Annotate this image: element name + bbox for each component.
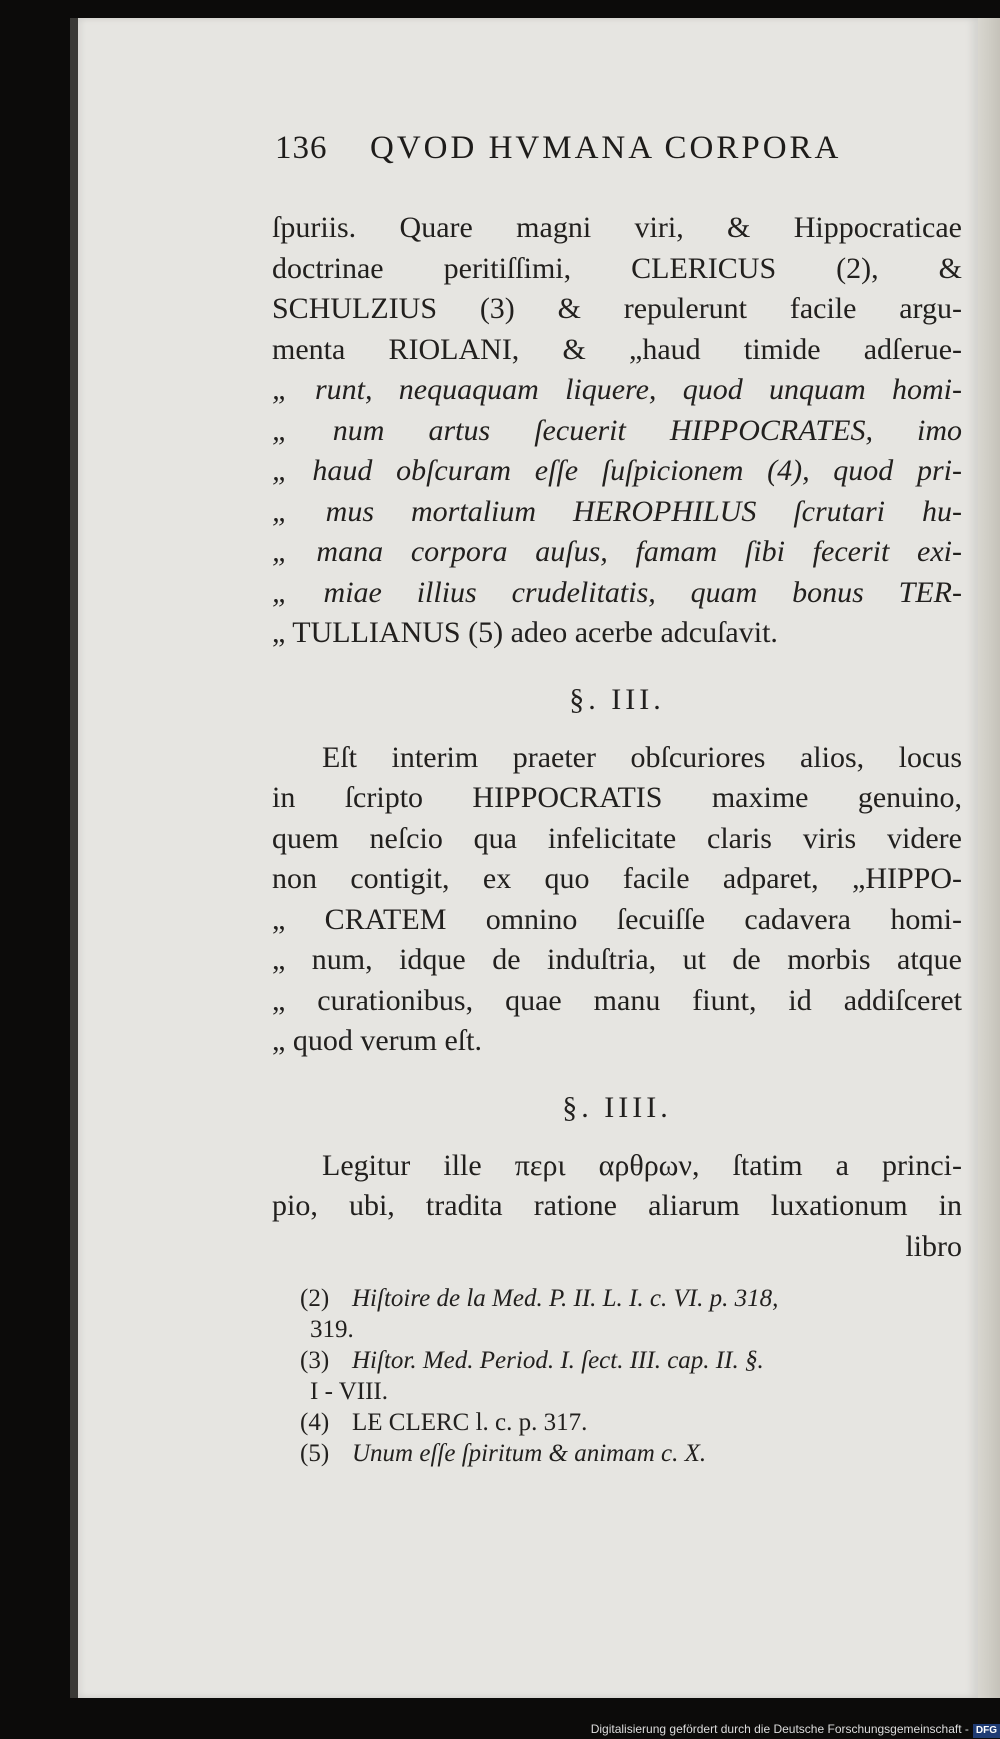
footnote-number: (5): [300, 1440, 330, 1467]
page-edges: [978, 18, 1000, 1698]
text-line: „ haud obſcuram eſſe ſuſpicionem (4), quod pri-: [272, 454, 962, 487]
dfg-logo: DFG: [973, 1724, 1000, 1738]
text-line: Legitur ille περι αρθρων, ſtatim a princi-: [322, 1148, 962, 1182]
running-title: QVOD HVMANA CORPORA: [370, 130, 842, 166]
text-line: ſpuriis. Quare magni viri, & Hippocraticae: [272, 211, 962, 244]
footnotes: [300, 1283, 960, 1469]
text-line: „ mus mortalium HEROPHILUS ſcrutari hu-: [272, 494, 962, 528]
text-line: in ſcripto HIPPOCRATIS maxime genuino,: [272, 781, 962, 814]
running-header: [275, 130, 875, 170]
footnote-number: (4): [300, 1409, 330, 1436]
paragraph-3: [272, 1146, 962, 1268]
footnote-continuation: 319.: [310, 1316, 354, 1343]
page-number: 136: [275, 130, 328, 166]
text-line: „ TULLIANUS (5) adeo acerbe adcuſavit.: [272, 616, 778, 649]
text-line: „ quod verum eſt.: [272, 1024, 482, 1057]
text-line: pio, ubi, tradita ratione aliarum luxationum in: [272, 1189, 962, 1222]
footnote: [300, 1438, 960, 1469]
footnote-text: Hiſtor. Med. Period. I. ſect. III. cap. II. §.: [352, 1347, 764, 1374]
text-line: doctrinae peritiſſimi, CLERICUS (2), &: [272, 251, 962, 285]
digitization-credit: [560, 1719, 1000, 1739]
catchword: libro: [905, 1229, 962, 1263]
footnote-text: Unum eſſe ſpiritum & animam c. X.: [352, 1440, 707, 1467]
footnote-continuation: I - VIII.: [310, 1378, 388, 1405]
text-line: SCHULZIUS (3) & repulerunt facile argu-: [272, 292, 962, 325]
text-line: „ runt, nequaquam liquere, quod unquam homi-: [272, 373, 962, 406]
footnote-number: (3): [300, 1347, 330, 1374]
footnote-text: LE CLERC l. c. p. 317.: [352, 1409, 588, 1436]
text-line: „ num artus ſecuerit HIPPOCRATES, imo: [272, 413, 962, 447]
text-line: non contigit, ex quo facile adparet, „HIPPO-: [272, 862, 962, 895]
text-line: „ CRATEM omnino ſecuiſſe cadavera homi-: [272, 902, 962, 936]
text-line: „ num, idque de induſtria, ut de morbis atque: [272, 943, 962, 976]
section-heading-3: §. III.: [569, 682, 665, 716]
paragraph-2: [272, 738, 962, 1062]
footnote: [300, 1407, 960, 1438]
footnote-number: (2): [300, 1285, 330, 1312]
section-heading-4: §. IIII.: [562, 1090, 672, 1124]
credit-text: Digitalisierung gefördert durch die Deutsche Forschungsgemeinschaft -: [590, 1722, 969, 1736]
text-line: Eſt interim praeter obſcuriores alios, locus: [322, 740, 962, 774]
text-line: menta RIOLANI, & „haud timide adſerue-: [272, 332, 962, 366]
paragraph-1: [272, 208, 962, 654]
footnote: [300, 1345, 960, 1407]
footnote: [300, 1283, 960, 1345]
text-line: „ curationibus, quae manu fiunt, id addiſceret: [272, 983, 962, 1017]
text-line: „ miae illius crudelitatis, quam bonus TER-: [272, 575, 962, 609]
text-line: quem neſcio qua infelicitate claris viris videre: [272, 821, 962, 855]
text-line: „ mana corpora auſus, famam ſibi fecerit exi-: [272, 535, 962, 568]
footnote-text: Hiſtoire de la Med. P. II. L. I. c. VI. p. 318,: [352, 1285, 779, 1312]
page-body: [272, 208, 962, 1267]
